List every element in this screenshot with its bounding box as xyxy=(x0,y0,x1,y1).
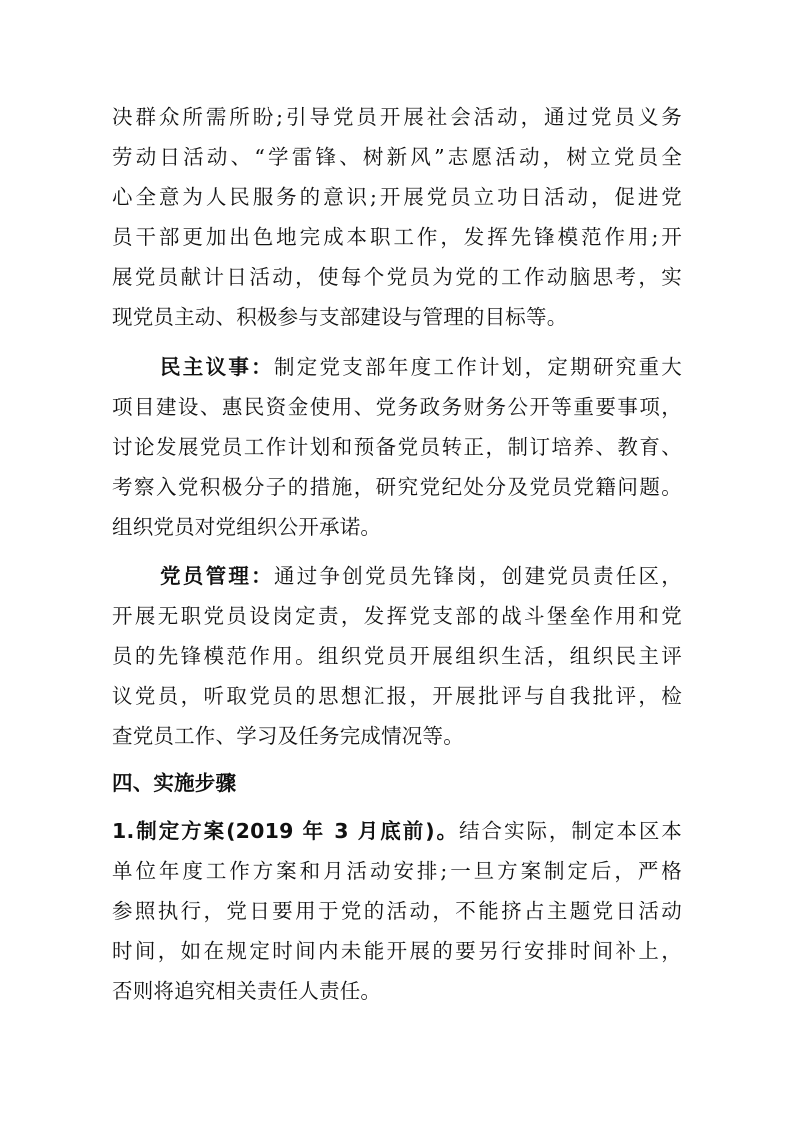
paragraph-line: 否则将追究相关责任人责任。 xyxy=(112,979,382,1003)
paragraph-line: 决群众所需所盼;引导党员开展社会活动，通过党员义务 xyxy=(112,105,682,129)
step-label: 1.制定方案(2019 年 3 月底前)。 xyxy=(112,819,460,843)
paragraph-text: 通过争创党员先锋岗，创建党员责任区， xyxy=(273,564,682,588)
paragraph-line: 组织党员对党组织公开承诺。 xyxy=(112,515,382,539)
paragraph-line: 开展无职党员设岗定责，发挥党支部的战斗堡垒作用和党 xyxy=(112,604,682,628)
paragraph-line: 员干部更加出色地完成本职工作，发挥先锋模范作用;开 xyxy=(112,225,682,249)
paragraph-line: 讨论发展党员工作计划和预备党员转正，制订培养、教育、 xyxy=(112,435,682,459)
paragraph-line: 展党员献计日活动，使每个党员为党的工作动脑思考，实 xyxy=(112,265,682,289)
paragraph-line: 单位年度工作方案和月活动安排;一旦方案制定后，严格 xyxy=(112,859,682,883)
paragraph-line: 现党员主动、积极参与支部建设与管理的目标等。 xyxy=(112,305,568,329)
paragraph-line: 查党员工作、学习及任务完成情况等。 xyxy=(112,724,464,748)
paragraph-line: 心全意为人民服务的意识;开展党员立功日活动，促进党 xyxy=(112,185,682,209)
paragraph-line: 员的先锋模范作用。组织党员开展组织生活，组织民主评 xyxy=(112,644,682,668)
section-heading: 四、实施步骤 xyxy=(112,771,237,795)
paragraph-line: 劳动日活动、“学雷锋、树新风”志愿活动，树立党员全 xyxy=(112,145,682,169)
paragraph-first-line xyxy=(160,354,682,380)
paragraph-first-line xyxy=(160,563,682,589)
paragraph-line: 考察入党积极分子的措施，研究党纪处分及党员党籍问题。 xyxy=(112,475,682,499)
paragraph-text: 结合实际，制定本区本 xyxy=(459,819,682,843)
paragraph-line: 时间，如在规定时间内未能开展的要另行安排时间补上， xyxy=(112,939,682,963)
paragraph-line: 项目建设、惠民资金使用、党务政务财务公开等重要事项， xyxy=(112,395,682,419)
paragraph-line: 参照执行，党日要用于党的活动，不能挤占主题党日活动 xyxy=(112,899,682,923)
section-label: 党员管理： xyxy=(160,564,274,588)
paragraph-text: 制定党支部年度工作计划，定期研究重大 xyxy=(273,355,682,379)
paragraph-line: 议党员，听取党员的思想汇报，开展批评与自我批评，检 xyxy=(112,684,682,708)
paragraph-first-line xyxy=(112,818,682,844)
section-label: 民主议事： xyxy=(160,355,274,379)
